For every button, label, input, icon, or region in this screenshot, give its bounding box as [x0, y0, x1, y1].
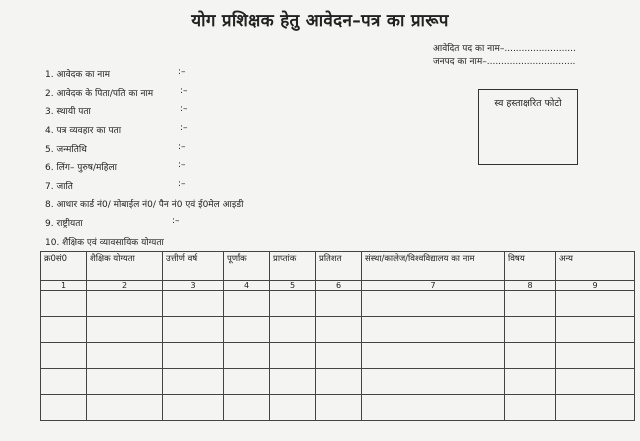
- table-cell: [224, 317, 270, 343]
- table-cell: [505, 395, 556, 421]
- table-cell: [556, 343, 635, 369]
- table-cell: [41, 317, 87, 343]
- table-cell: [556, 395, 635, 421]
- table-row: [41, 291, 635, 317]
- table-cell: [41, 343, 87, 369]
- field-separator: :–: [178, 142, 186, 152]
- table-cell: [556, 291, 635, 317]
- field-separator: :–: [172, 216, 180, 226]
- field-permanent-address: [45, 104, 188, 117]
- table-cell: [224, 343, 270, 369]
- column-header: शैक्षिक योग्यता: [87, 252, 163, 281]
- table-cell: [362, 343, 505, 369]
- field-applicant-name: [45, 67, 186, 80]
- column-header: पूर्णांक: [224, 252, 270, 281]
- table-cell: [163, 343, 224, 369]
- table-cell: [87, 291, 163, 317]
- field-label: 8. आधार कार्ड नं0/ मोबाईल नं0/ पैन नं0 एवं ई0मेल आइडी: [45, 200, 244, 210]
- table-row: [41, 395, 635, 421]
- table-cell: [270, 317, 316, 343]
- field-label: 2. आवेदक के पिता/पति का नाम: [45, 89, 154, 99]
- field-correspondence-address: [45, 123, 188, 136]
- table-cell: [270, 291, 316, 317]
- table-cell: [163, 291, 224, 317]
- field-label: 9. राष्ट्रीयता: [45, 219, 83, 229]
- photo-box: [478, 89, 578, 165]
- column-header: विषय: [505, 252, 556, 281]
- table-cell: [41, 395, 87, 421]
- table-cell: [41, 369, 87, 395]
- table-cell: [505, 317, 556, 343]
- table-cell: [87, 317, 163, 343]
- field-separator: :–: [180, 123, 188, 133]
- table-header-row: [41, 252, 635, 281]
- column-number: 6: [316, 281, 362, 291]
- field-gender: [45, 160, 186, 173]
- table-cell: [163, 369, 224, 395]
- column-header: उत्तीर्ण वर्ष: [163, 252, 224, 281]
- field-label: 10. शैक्षिक एवं व्यावसायिक योग्यता: [45, 238, 164, 248]
- column-header: प्रतिशत: [316, 252, 362, 281]
- table-cell: [87, 343, 163, 369]
- field-label: 4. पत्र व्यवहार का पता: [45, 126, 122, 136]
- table-cell: [505, 369, 556, 395]
- field-date-of-birth: [45, 142, 186, 155]
- photo-label: स्व हस्ताक्षरित फोटो: [494, 98, 562, 109]
- field-separator: :–: [178, 179, 186, 189]
- table-cell: [505, 291, 556, 317]
- table-cell: [316, 343, 362, 369]
- table-cell: [224, 291, 270, 317]
- table-cell: [556, 317, 635, 343]
- table-row: [41, 369, 635, 395]
- field-label: 7. जाति: [45, 182, 73, 192]
- field-label: 6. लिंग– पुरुष/महिला: [45, 163, 117, 173]
- table-cell: [87, 369, 163, 395]
- field-separator: :–: [180, 104, 188, 114]
- table-cell: [362, 395, 505, 421]
- column-number: 7: [362, 281, 505, 291]
- table-cell: [270, 343, 316, 369]
- column-number: 4: [224, 281, 270, 291]
- field-father-husband-name: [45, 86, 188, 99]
- table-cell: [556, 369, 635, 395]
- column-number: 5: [270, 281, 316, 291]
- table-cell: [362, 291, 505, 317]
- table-cell: [163, 395, 224, 421]
- table-cell: [41, 291, 87, 317]
- field-qualification: [45, 235, 164, 248]
- column-number-row: [41, 281, 635, 291]
- field-separator: :–: [178, 160, 186, 170]
- column-number: 3: [163, 281, 224, 291]
- field-label: 1. आवेदक का नाम: [45, 70, 111, 80]
- form-title: योग प्रशिक्षक हेतु आवेदन–पत्र का प्रारूप: [191, 11, 449, 31]
- table-cell: [316, 395, 362, 421]
- table-cell: [224, 395, 270, 421]
- field-caste: [45, 179, 186, 192]
- table-cell: [270, 395, 316, 421]
- table-cell: [505, 343, 556, 369]
- post-info-block: [433, 43, 576, 69]
- field-separator: :–: [178, 67, 186, 77]
- table-cell: [362, 369, 505, 395]
- field-label: 3. स्थायी पता: [45, 107, 91, 117]
- column-header: अन्य: [556, 252, 635, 281]
- column-number: 9: [556, 281, 635, 291]
- table-cell: [163, 317, 224, 343]
- column-header: संस्था/कालेज/विश्वविद्यालय का नाम: [362, 252, 505, 281]
- table-cell: [316, 369, 362, 395]
- district-line: जनपद का नाम–...............................: [433, 57, 576, 67]
- table-cell: [316, 317, 362, 343]
- qualification-table: [40, 251, 635, 421]
- column-number: 1: [41, 281, 87, 291]
- field-label: 5. जन्मतिथि: [45, 145, 87, 155]
- column-number: 2: [87, 281, 163, 291]
- column-header: प्राप्तांक: [270, 252, 316, 281]
- applied-post-line: आवेदित पद का नाम–.........................: [433, 44, 576, 54]
- table-cell: [270, 369, 316, 395]
- table-row: [41, 317, 635, 343]
- field-aadhaar-mobile-pan-email: [45, 197, 243, 210]
- field-nationality: [45, 216, 180, 229]
- table-cell: [87, 395, 163, 421]
- column-number: 8: [505, 281, 556, 291]
- table-cell: [316, 291, 362, 317]
- table-row: [41, 343, 635, 369]
- table-cell: [362, 317, 505, 343]
- column-header: क्र0सं0: [41, 252, 87, 281]
- table-cell: [224, 369, 270, 395]
- field-separator: :–: [180, 86, 188, 96]
